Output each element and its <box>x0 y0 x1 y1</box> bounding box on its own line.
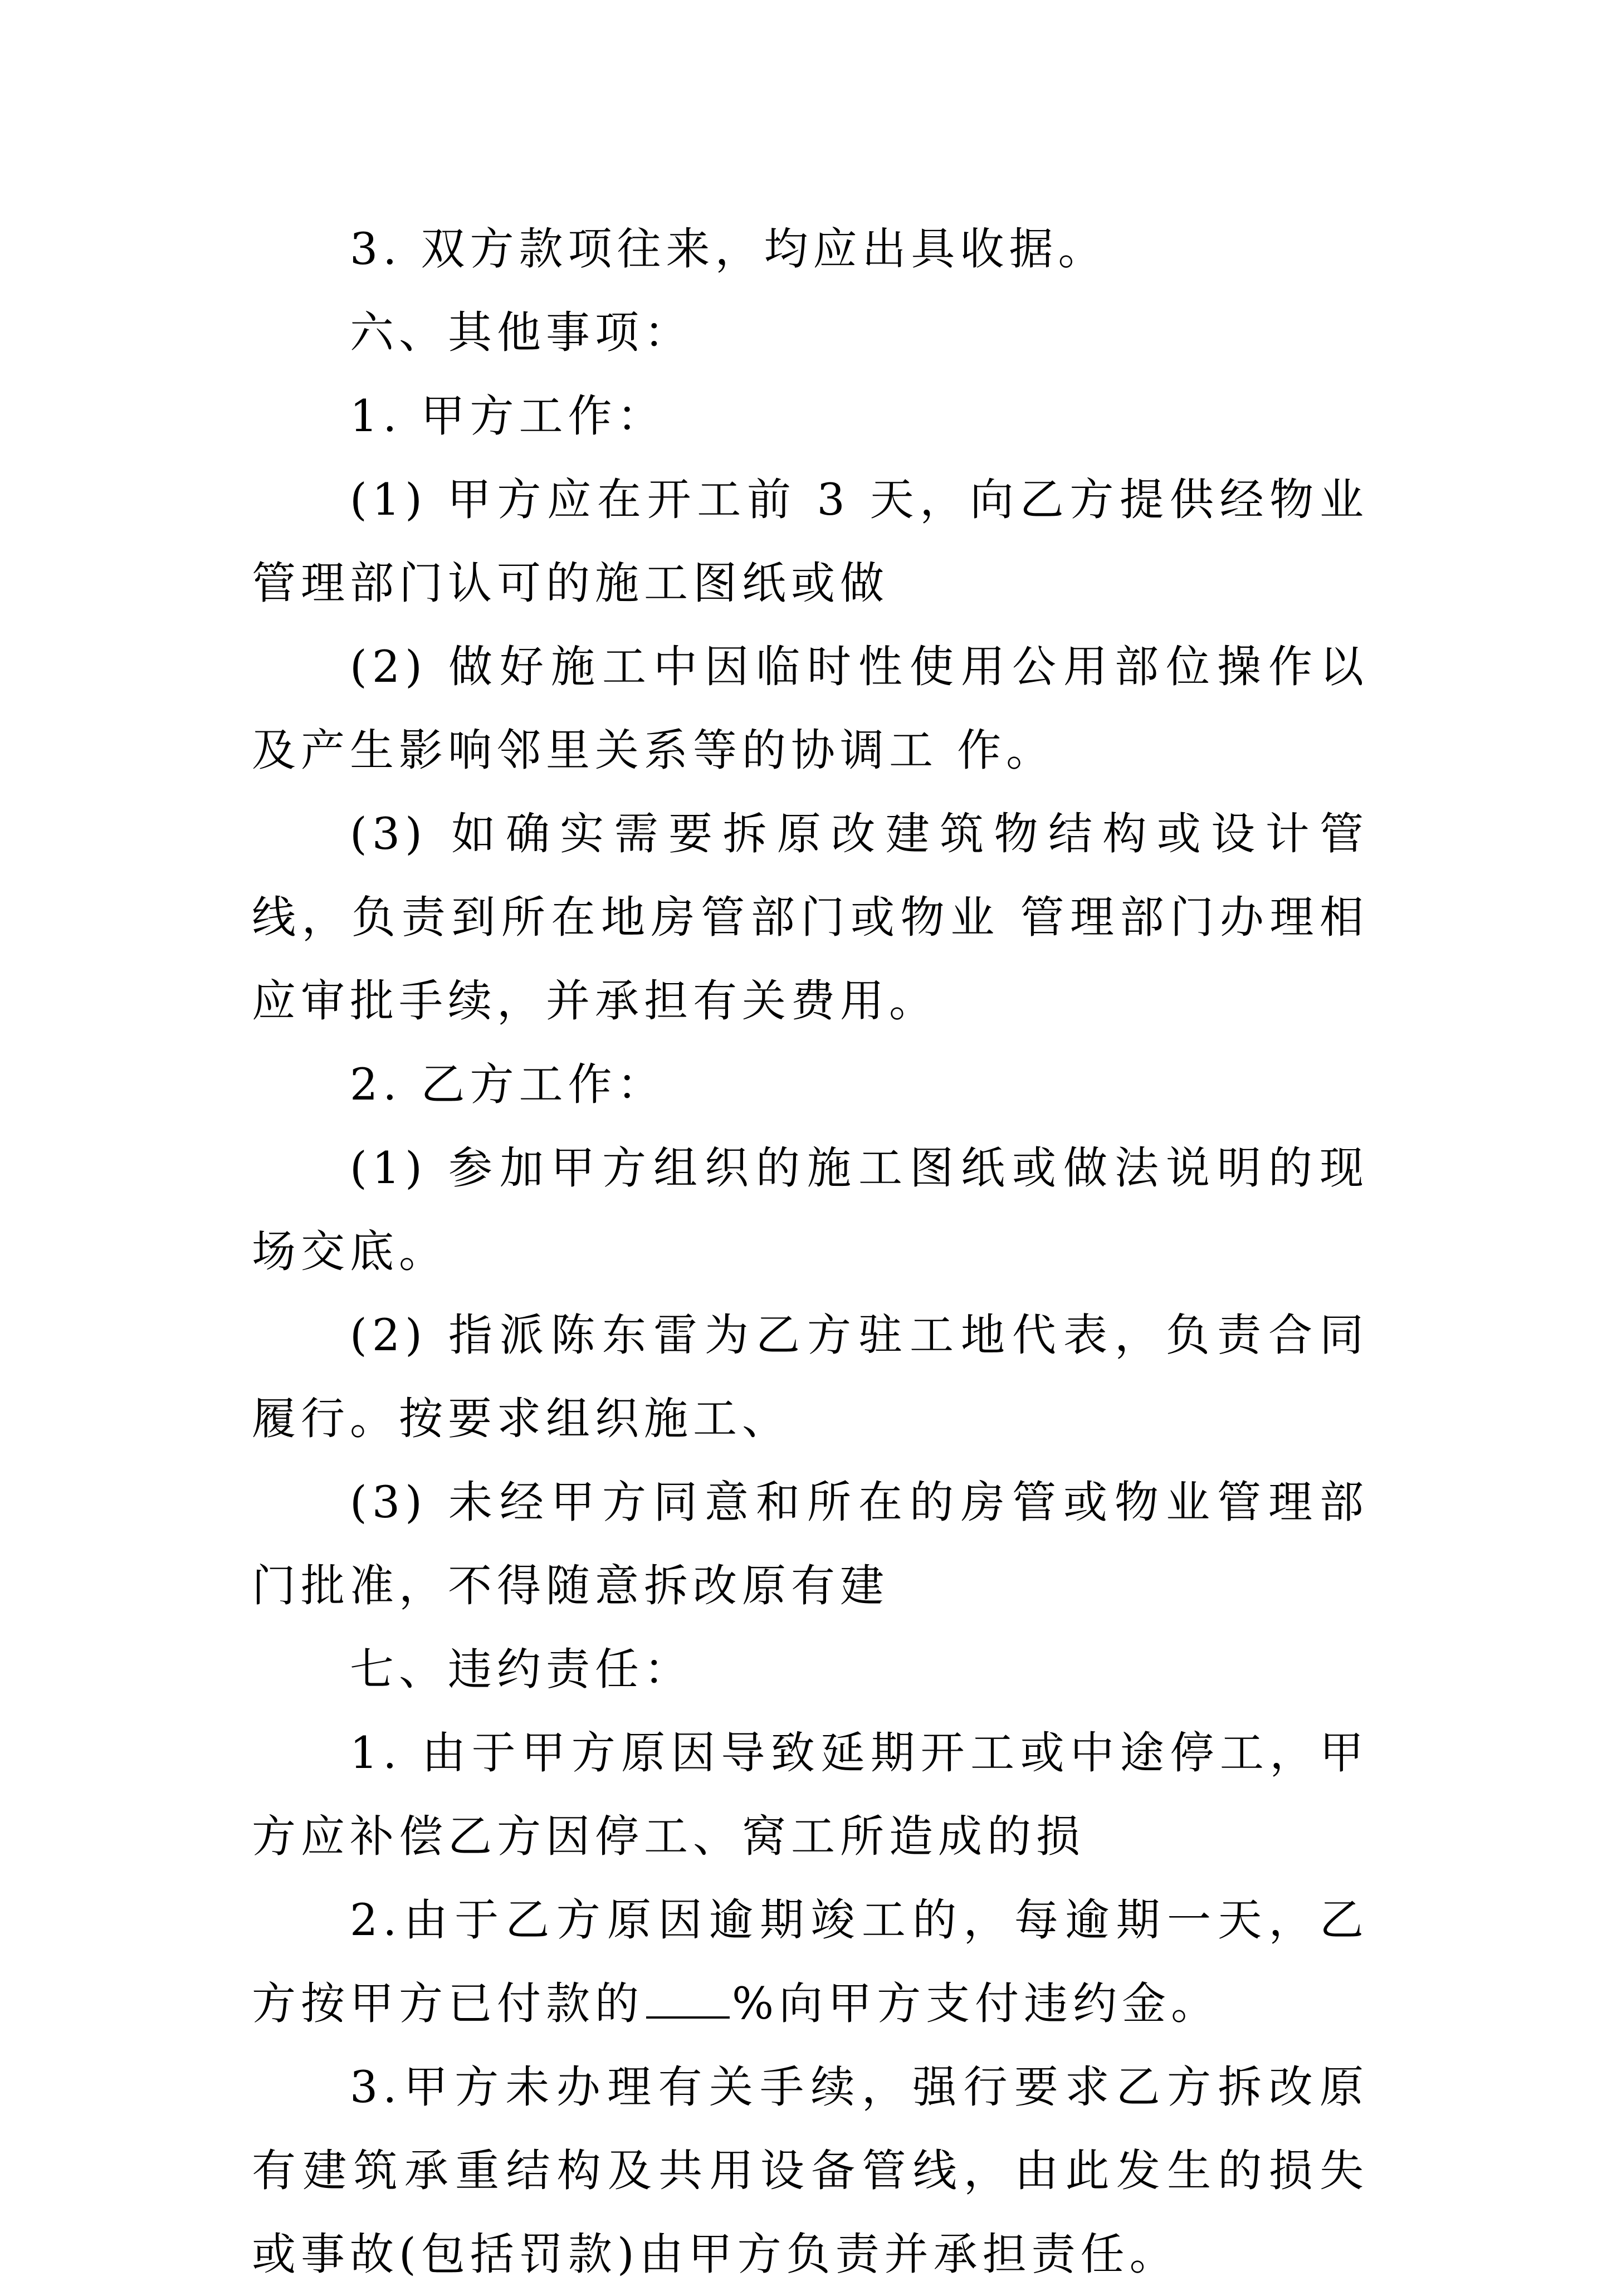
subheading-party-a-work: 1. 甲方工作： <box>350 390 666 442</box>
liability-item-2-text-start: 2.由于乙方原因逾期竣工的，每逾期一天，乙方按甲方已付款的 <box>252 1894 1369 2029</box>
paragraph-liability-item-2 <box>252 1878 1369 2045</box>
section-heading-other-matters: 六、其他事项： <box>350 307 693 358</box>
percentage-blank-field <box>646 1977 730 2019</box>
paragraph-liability-item-3: 3.甲方未办理有关手续，强行要求乙方拆改原有建筑承重结构及共用设备管线，由此发生的损失或事故(包括罚款)由甲方负责并承担责任。 <box>252 2061 1369 2280</box>
paragraph-party-b-item-2: (2) 指派陈东雷为乙方驻工地代表，负责合同履行。按要求组织施工、 <box>252 1310 1369 1444</box>
document-body <box>252 207 1369 2296</box>
section-heading-liability: 七、违约责任： <box>350 1644 693 1695</box>
liability-item-2-text-end: %向甲方支付违约金。 <box>732 1978 1220 2029</box>
paragraph-receipts: 3. 双方款项往来，均应出具收据。 <box>350 223 1107 275</box>
paragraph-liability-item-1: 1. 由于甲方原因导致延期开工或中途停工，甲方应补偿乙方因停工、窝工所造成的损 <box>252 1727 1369 1862</box>
subheading-party-b-work: 2. 乙方工作： <box>350 1059 666 1110</box>
paragraph-party-a-item-2: (2) 做好施工中因临时性使用公用部位操作以及产生影响邻里关系等的协调工 作。 <box>252 641 1369 776</box>
paragraph-party-a-item-3: (3) 如确实需要拆原改建筑物结构或设计管线，负责到所在地房管部门或物业 管理部门办理相应审批手续，并承担有关费用。 <box>252 808 1369 1027</box>
paragraph-party-b-item-3: (3) 未经甲方同意和所在的房管或物业管理部门批准，不得随意拆改原有建 <box>252 1477 1369 1611</box>
paragraph-party-b-item-1: (1) 参加甲方组织的施工图纸或做法说明的现场交底。 <box>252 1142 1369 1277</box>
paragraph-party-a-item-1: (1) 甲方应在开工前 3 天，向乙方提供经物业管理部门认可的施工图纸或做 <box>252 474 1369 609</box>
